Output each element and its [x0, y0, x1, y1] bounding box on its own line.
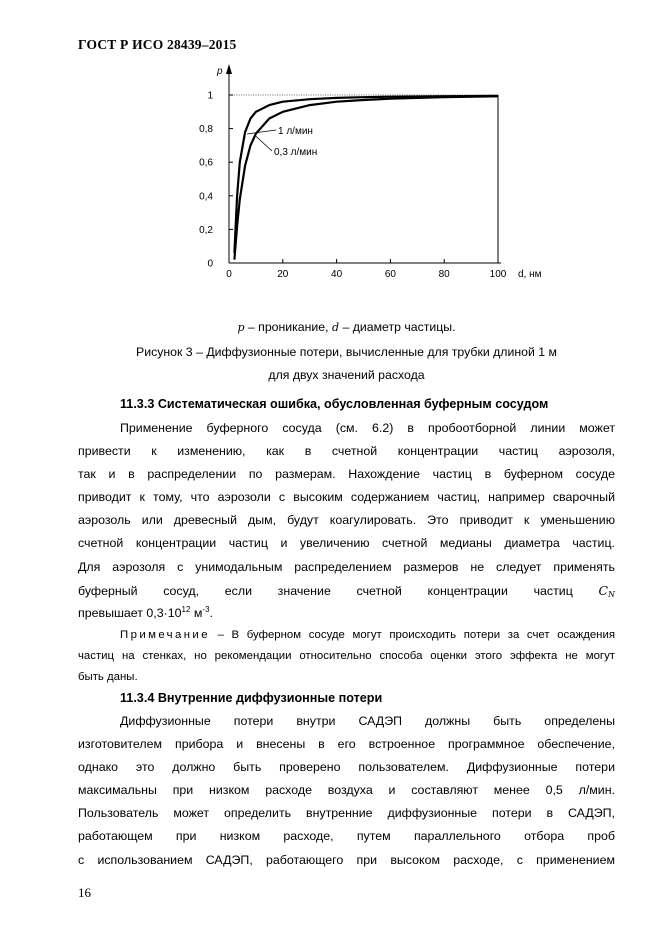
series-label-leader	[247, 130, 276, 134]
note-block	[78, 625, 615, 688]
d-symbol: d	[331, 321, 340, 334]
page-number: 16	[78, 885, 91, 900]
paragraph-line: Применение буферного сосуда (см. 6.2) в пробоотборной линии может	[120, 421, 615, 435]
paragraph-line: работающем при низком расходе, путем параллельного отбора проб	[78, 829, 615, 844]
cn-symbol: $C_N$	[598, 582, 615, 599]
d-legend-text: – диаметр частицы.	[339, 320, 456, 334]
note-line: частиц на стенках, но рекомендации относительно способа оценки этого эффекта не могут	[78, 650, 615, 662]
document-header: ГОСТ Р ИСО 28439–2015	[78, 37, 237, 52]
x-tick-label: 80	[438, 269, 450, 280]
penetration-chart	[195, 58, 555, 286]
y-tick-label: 0,6	[199, 157, 213, 169]
paragraph-line-text: буферный сосуд, если значение счетной концентрации частиц	[78, 583, 573, 598]
paragraph-line: так и в распределении по размерам. Нахождение частиц в буферном сосуде	[78, 467, 615, 482]
paragraph-line: с использованием САДЭП, работающего при высоком расходе, с применением	[78, 852, 615, 867]
note-line: Примечание – В буферном сосуде могут происходить потери за счет осаждения	[120, 629, 615, 641]
y-tick-label: 0,8	[199, 124, 213, 136]
note-line: быть даны.	[78, 671, 138, 683]
paragraph-line: однако это должно быть проверено пользователем. Диффузионные потери	[78, 760, 615, 775]
section-heading-11-3-4: 11.3.4 Внутренние диффузионные потери	[120, 691, 383, 705]
series-label-leader	[255, 136, 272, 151]
section-heading-11-3-3: 11.3.3 Систематическая ошибка, обусловленная буферным сосудом	[120, 397, 549, 411]
figure-caption-line2: для двух значений расхода	[268, 368, 425, 382]
paragraph-line: изготовителем прибора и внесены в его встроенное программное обеспечение,	[78, 737, 615, 752]
paragraph-line: аэрозоль или древесный дым, будут коагулировать. Это приводит к уменьшению	[78, 513, 615, 528]
y-tick-label: 0	[207, 258, 213, 270]
paragraph-line: превышает $0,3\cdot 10^{12}$ $м^{-3}$.	[78, 604, 213, 620]
x-tick-label: 40	[331, 269, 343, 280]
y-tick-label: 1	[207, 90, 213, 102]
paragraph-line: привести к изменению, как в счетной концентрации частиц аэрозоля,	[78, 444, 615, 459]
section-11-3-4-paragraph	[78, 710, 615, 872]
p-symbol: p	[237, 321, 245, 334]
series-line	[234, 96, 498, 259]
paragraph-line: счетной концентрации частиц и увеличению счетной медианы диаметра частиц.	[78, 536, 615, 551]
paragraph-line: приводит к тому, что аэрозоли с высоким содержанием частиц, например сварочный	[78, 490, 615, 505]
x-tick-label: 100	[489, 269, 507, 280]
paragraph-line: Для аэрозоля с унимодальным распределением размеров не следует применять	[78, 559, 615, 574]
x-tick-label: 60	[384, 269, 396, 280]
figure-legend	[78, 320, 615, 334]
x-tick-label: 0	[226, 269, 232, 280]
y-tick-label: 0,2	[199, 224, 213, 236]
y-axis-label: p	[217, 66, 223, 77]
y-axis-arrow	[226, 64, 232, 74]
paragraph-line: максимальны при низком расходе воздуха и составляют менее 0,5 л/мин.	[78, 783, 615, 798]
series-label: 0,3 л/мин	[274, 147, 318, 158]
section-11-3-3-paragraph	[78, 417, 615, 625]
paragraph-line: Пользователь может определить внутренние диффузионные потери в САДЭП,	[78, 806, 615, 821]
x-tick-label: 20	[277, 269, 289, 280]
series-line	[234, 96, 498, 253]
series-label: 1 л/мин	[278, 126, 313, 137]
paragraph-line: Диффузионные потери внутри САДЭП должны быть определены	[120, 714, 615, 728]
paragraph-line	[78, 579, 615, 602]
x-axis-label: d, нм	[518, 269, 542, 280]
p-legend-text: – проникание,	[244, 320, 332, 334]
y-tick-label: 0,4	[199, 191, 213, 203]
figure-caption: Рисунок 3 – Диффузионные потери, вычисленные для трубки длиной 1 м	[136, 345, 557, 359]
note-label: Примечание	[120, 629, 210, 641]
